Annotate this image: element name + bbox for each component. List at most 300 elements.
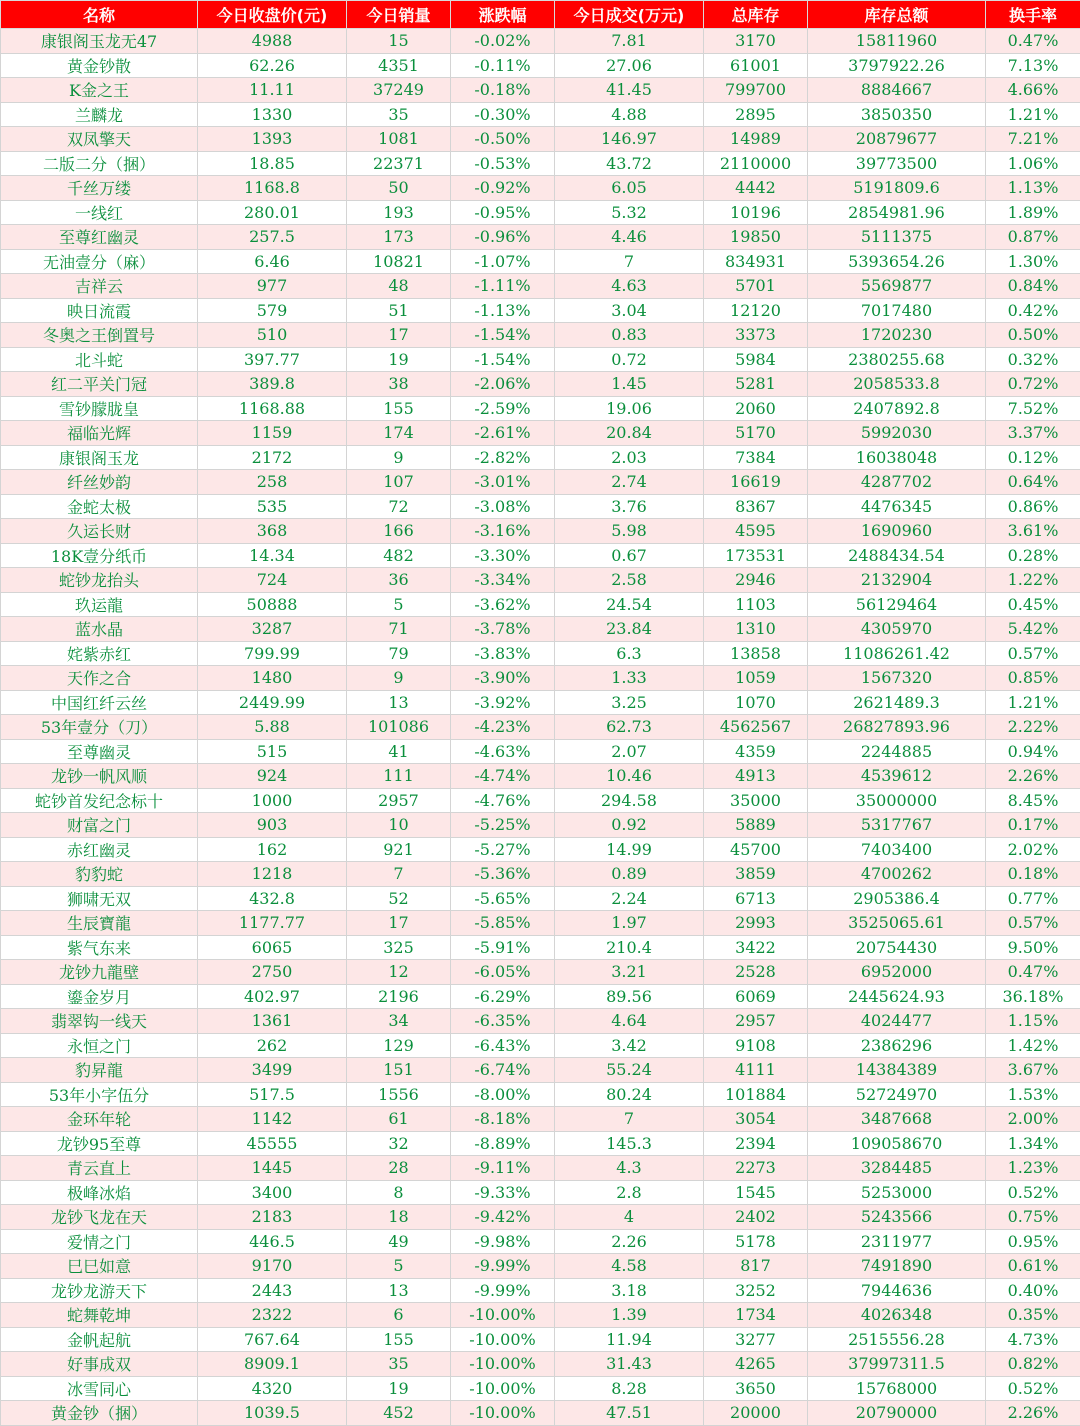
cell-stock-value: 7403400 [808,837,986,862]
cell-close-price: 4320 [198,1376,347,1401]
cell-stock-value: 2905386.4 [808,886,986,911]
table-row [1,1376,1080,1401]
cell-sales-volume: 72 [347,494,451,519]
cell-total-stock: 20000 [704,1401,808,1426]
cell-sales-volume: 19 [347,1376,451,1401]
cell-total-stock: 3054 [704,1107,808,1132]
cell-total-stock: 3650 [704,1376,808,1401]
cell-name: 生辰寶龍 [1,911,198,936]
cell-sales-volume: 18 [347,1205,451,1230]
cell-sales-volume: 129 [347,1033,451,1058]
cell-turnover-rate: 4.66% [986,78,1080,103]
table-row [1,445,1080,470]
cell-turnover-rate: 7.13% [986,53,1080,78]
cell-turnover: 4.58 [555,1254,704,1279]
cell-close-price: 1000 [198,788,347,813]
cell-sales-volume: 921 [347,837,451,862]
cell-name: 康银阁玉龙无47 [1,29,198,54]
cell-stock-value: 7944636 [808,1278,986,1303]
cell-total-stock: 4562567 [704,715,808,740]
table-row [1,813,1080,838]
table-row [1,323,1080,348]
cell-total-stock: 2895 [704,102,808,127]
cell-turnover: 1.39 [555,1303,704,1328]
cell-turnover-rate: 2.22% [986,715,1080,740]
cell-change-pct: -1.54% [451,323,555,348]
cell-total-stock: 14989 [704,127,808,152]
cell-change-pct: -3.62% [451,592,555,617]
cell-change-pct: -3.08% [451,494,555,519]
cell-total-stock: 6069 [704,984,808,1009]
cell-name: 一线红 [1,200,198,225]
cell-turnover: 145.3 [555,1131,704,1156]
cell-name: 蛇舞乾坤 [1,1303,198,1328]
table-row [1,200,1080,225]
cell-stock-value: 5111375 [808,225,986,250]
cell-sales-volume: 174 [347,421,451,446]
cell-close-price: 1168.8 [198,176,347,201]
cell-stock-value: 4024477 [808,1009,986,1034]
table-row [1,249,1080,274]
table-row [1,935,1080,960]
cell-name: 永恒之门 [1,1033,198,1058]
cell-total-stock: 5889 [704,813,808,838]
cell-turnover: 5.98 [555,519,704,544]
cell-name: 蛇钞首发纪念标十 [1,788,198,813]
cell-change-pct: -9.42% [451,1205,555,1230]
cell-turnover-rate: 0.72% [986,372,1080,397]
cell-close-price: 579 [198,298,347,323]
cell-close-price: 903 [198,813,347,838]
cell-name: 无油壹分（麻） [1,249,198,274]
header-sales-volume: 今日销量 [347,1,451,29]
cell-turnover-rate: 2.26% [986,764,1080,789]
cell-change-pct: -0.11% [451,53,555,78]
cell-total-stock: 4111 [704,1058,808,1083]
cell-total-stock: 19850 [704,225,808,250]
cell-turnover-rate: 1.34% [986,1131,1080,1156]
table-row [1,690,1080,715]
cell-sales-volume: 10 [347,813,451,838]
table-row [1,788,1080,813]
cell-total-stock: 5984 [704,347,808,372]
cell-change-pct: -9.11% [451,1156,555,1181]
cell-total-stock: 5701 [704,274,808,299]
table-row [1,1278,1080,1303]
cell-turnover-rate: 0.52% [986,1376,1080,1401]
cell-total-stock: 817 [704,1254,808,1279]
cell-name: 蓝水晶 [1,617,198,642]
cell-stock-value: 56129464 [808,592,986,617]
cell-turnover: 6.3 [555,641,704,666]
cell-total-stock: 4595 [704,519,808,544]
cell-change-pct: -5.36% [451,862,555,887]
cell-close-price: 50888 [198,592,347,617]
table-row [1,519,1080,544]
cell-turnover: 3.04 [555,298,704,323]
cell-change-pct: -4.63% [451,739,555,764]
cell-close-price: 2443 [198,1278,347,1303]
cell-sales-volume: 48 [347,274,451,299]
cell-name: 双凤擎天 [1,127,198,152]
cell-sales-volume: 17 [347,911,451,936]
cell-turnover-rate: 0.12% [986,445,1080,470]
cell-close-price: 8909.1 [198,1352,347,1377]
table-row [1,1180,1080,1205]
cell-total-stock: 4442 [704,176,808,201]
cell-name: 二版二分（捆） [1,151,198,176]
cell-turnover: 7.81 [555,29,704,54]
cell-total-stock: 5178 [704,1229,808,1254]
cell-stock-value: 3850350 [808,102,986,127]
cell-stock-value: 1720230 [808,323,986,348]
cell-name: 18K壹分纸币 [1,543,198,568]
cell-name: 雪钞朦胧皇 [1,396,198,421]
cell-close-price: 3499 [198,1058,347,1083]
table-row [1,1107,1080,1132]
cell-change-pct: -2.82% [451,445,555,470]
cell-turnover: 43.72 [555,151,704,176]
cell-change-pct: -8.89% [451,1131,555,1156]
cell-stock-value: 5992030 [808,421,986,446]
cell-close-price: 977 [198,274,347,299]
cell-total-stock: 9108 [704,1033,808,1058]
table-row [1,1082,1080,1107]
cell-turnover: 0.83 [555,323,704,348]
table-row [1,1131,1080,1156]
cell-turnover: 11.94 [555,1327,704,1352]
cell-sales-volume: 61 [347,1107,451,1132]
cell-turnover-rate: 0.50% [986,323,1080,348]
table-row [1,666,1080,691]
cell-turnover: 20.84 [555,421,704,446]
cell-sales-volume: 101086 [347,715,451,740]
cell-change-pct: -2.59% [451,396,555,421]
cell-stock-value: 20879677 [808,127,986,152]
cell-close-price: 4988 [198,29,347,54]
cell-close-price: 397.77 [198,347,347,372]
cell-close-price: 402.97 [198,984,347,1009]
cell-name: 巳巳如意 [1,1254,198,1279]
cell-turnover-rate: 3.37% [986,421,1080,446]
header-close-price: 今日收盘价(元) [198,1,347,29]
cell-turnover: 6.05 [555,176,704,201]
cell-turnover-rate: 1.89% [986,200,1080,225]
cell-turnover: 89.56 [555,984,704,1009]
cell-turnover: 3.25 [555,690,704,715]
cell-close-price: 535 [198,494,347,519]
table-row [1,1401,1080,1426]
cell-turnover: 19.06 [555,396,704,421]
cell-turnover-rate: 1.21% [986,690,1080,715]
cell-change-pct: -1.11% [451,274,555,299]
cell-close-price: 3400 [198,1180,347,1205]
cell-name: 龙钞95至尊 [1,1131,198,1156]
cell-turnover: 0.89 [555,862,704,887]
cell-name: 吉祥云 [1,274,198,299]
cell-change-pct: -6.43% [451,1033,555,1058]
cell-close-price: 9170 [198,1254,347,1279]
cell-turnover-rate: 0.95% [986,1229,1080,1254]
cell-stock-value: 1690960 [808,519,986,544]
cell-turnover: 80.24 [555,1082,704,1107]
cell-name: 豹昇龍 [1,1058,198,1083]
cell-turnover: 4.88 [555,102,704,127]
cell-total-stock: 13858 [704,641,808,666]
cell-close-price: 2322 [198,1303,347,1328]
cell-change-pct: -10.00% [451,1401,555,1426]
cell-turnover-rate: 0.85% [986,666,1080,691]
cell-change-pct: -3.30% [451,543,555,568]
cell-sales-volume: 17 [347,323,451,348]
cell-close-price: 1330 [198,102,347,127]
cell-stock-value: 4476345 [808,494,986,519]
cell-name: 金蛇太极 [1,494,198,519]
header-row [1,1,1080,29]
cell-change-pct: -0.30% [451,102,555,127]
cell-name: 至尊幽灵 [1,739,198,764]
cell-sales-volume: 325 [347,935,451,960]
table-row [1,225,1080,250]
cell-name: 玖运龍 [1,592,198,617]
cell-close-price: 799.99 [198,641,347,666]
cell-change-pct: -1.13% [451,298,555,323]
cell-turnover: 4.64 [555,1009,704,1034]
cell-stock-value: 2386296 [808,1033,986,1058]
cell-name: 至尊红幽灵 [1,225,198,250]
cell-close-price: 162 [198,837,347,862]
cell-close-price: 6065 [198,935,347,960]
cell-name: 康银阁玉龙 [1,445,198,470]
cell-sales-volume: 452 [347,1401,451,1426]
cell-sales-volume: 5 [347,592,451,617]
cell-turnover: 1.33 [555,666,704,691]
cell-sales-volume: 37249 [347,78,451,103]
cell-change-pct: -3.16% [451,519,555,544]
cell-sales-volume: 155 [347,1327,451,1352]
cell-turnover-rate: 3.61% [986,519,1080,544]
cell-stock-value: 2244885 [808,739,986,764]
cell-name: 映日流霞 [1,298,198,323]
cell-turnover: 14.99 [555,837,704,862]
table-row [1,176,1080,201]
cell-sales-volume: 19 [347,347,451,372]
table-row [1,1327,1080,1352]
table-body [1,29,1080,1426]
cell-turnover-rate: 4.73% [986,1327,1080,1352]
cell-turnover: 10.46 [555,764,704,789]
cell-stock-value: 7491890 [808,1254,986,1279]
cell-sales-volume: 35 [347,1352,451,1377]
cell-stock-value: 14384389 [808,1058,986,1083]
cell-stock-value: 3284485 [808,1156,986,1181]
table-row [1,568,1080,593]
cell-sales-volume: 7 [347,862,451,887]
cell-change-pct: -2.61% [451,421,555,446]
cell-close-price: 2449.99 [198,690,347,715]
cell-name: 鎏金岁月 [1,984,198,1009]
cell-close-price: 767.64 [198,1327,347,1352]
table-row [1,1009,1080,1034]
cell-turnover: 7 [555,249,704,274]
cell-turnover-rate: 0.64% [986,470,1080,495]
cell-stock-value: 3525065.61 [808,911,986,936]
cell-stock-value: 4700262 [808,862,986,887]
cell-name: 兰麟龙 [1,102,198,127]
cell-total-stock: 10196 [704,200,808,225]
cell-name: 龙钞龙游天下 [1,1278,198,1303]
cell-turnover-rate: 0.40% [986,1278,1080,1303]
cell-name: 黄金钞散 [1,53,198,78]
header-turnover: 今日成交(万元) [555,1,704,29]
cell-stock-value: 35000000 [808,788,986,813]
cell-turnover-rate: 0.77% [986,886,1080,911]
cell-total-stock: 2946 [704,568,808,593]
cell-sales-volume: 13 [347,1278,451,1303]
cell-change-pct: -3.34% [451,568,555,593]
cell-turnover: 2.74 [555,470,704,495]
cell-total-stock: 16619 [704,470,808,495]
cell-total-stock: 2957 [704,1009,808,1034]
table-row [1,421,1080,446]
cell-close-price: 257.5 [198,225,347,250]
table-row [1,960,1080,985]
cell-turnover-rate: 0.18% [986,862,1080,887]
cell-sales-volume: 71 [347,617,451,642]
cell-stock-value: 15768000 [808,1376,986,1401]
cell-stock-value: 5569877 [808,274,986,299]
cell-turnover-rate: 7.52% [986,396,1080,421]
cell-change-pct: -0.50% [451,127,555,152]
cell-turnover: 0.92 [555,813,704,838]
cell-turnover: 2.8 [555,1180,704,1205]
cell-sales-volume: 4351 [347,53,451,78]
cell-close-price: 262 [198,1033,347,1058]
cell-stock-value: 5393654.26 [808,249,986,274]
cell-stock-value: 4287702 [808,470,986,495]
cell-total-stock: 6713 [704,886,808,911]
cell-stock-value: 2445624.93 [808,984,986,1009]
cell-change-pct: -9.99% [451,1278,555,1303]
cell-turnover-rate: 0.57% [986,641,1080,666]
cell-name: 纤丝妙韵 [1,470,198,495]
cell-name: 龙钞一帆风顺 [1,764,198,789]
cell-turnover-rate: 1.23% [986,1156,1080,1181]
table-row [1,1156,1080,1181]
cell-turnover-rate: 0.94% [986,739,1080,764]
cell-name: 豹豹蛇 [1,862,198,887]
cell-stock-value: 15811960 [808,29,986,54]
table-row [1,862,1080,887]
cell-change-pct: -0.95% [451,200,555,225]
cell-turnover-rate: 1.53% [986,1082,1080,1107]
cell-name: 金帆起航 [1,1327,198,1352]
cell-sales-volume: 166 [347,519,451,544]
cell-turnover: 7 [555,1107,704,1132]
cell-turnover-rate: 0.86% [986,494,1080,519]
cell-turnover: 294.58 [555,788,704,813]
cell-stock-value: 5317767 [808,813,986,838]
cell-sales-volume: 5 [347,1254,451,1279]
cell-total-stock: 2110000 [704,151,808,176]
cell-total-stock: 8367 [704,494,808,519]
cell-total-stock: 2402 [704,1205,808,1230]
cell-turnover-rate: 3.67% [986,1058,1080,1083]
cell-change-pct: -0.02% [451,29,555,54]
cell-total-stock: 4913 [704,764,808,789]
table-row [1,739,1080,764]
cell-close-price: 1445 [198,1156,347,1181]
cell-change-pct: -5.65% [451,886,555,911]
cell-name: 金环年轮 [1,1107,198,1132]
table-row [1,127,1080,152]
cell-total-stock: 3859 [704,862,808,887]
table-row [1,29,1080,54]
header-stock-value: 库存总额 [808,1,986,29]
cell-close-price: 45555 [198,1131,347,1156]
cell-change-pct: -10.00% [451,1303,555,1328]
cell-total-stock: 7384 [704,445,808,470]
cell-change-pct: -6.05% [451,960,555,985]
cell-total-stock: 2060 [704,396,808,421]
cell-stock-value: 2380255.68 [808,347,986,372]
cell-total-stock: 35000 [704,788,808,813]
table-row [1,151,1080,176]
table-row [1,984,1080,1009]
cell-close-price: 515 [198,739,347,764]
cell-turnover: 4 [555,1205,704,1230]
cell-stock-value: 6952000 [808,960,986,985]
cell-change-pct: -5.85% [451,911,555,936]
table-row [1,1033,1080,1058]
cell-turnover-rate: 0.57% [986,911,1080,936]
cell-turnover-rate: 1.42% [986,1033,1080,1058]
cell-turnover: 2.24 [555,886,704,911]
cell-sales-volume: 28 [347,1156,451,1181]
cell-stock-value: 20790000 [808,1401,986,1426]
table-row [1,298,1080,323]
cell-turnover-rate: 0.75% [986,1205,1080,1230]
cell-turnover-rate: 9.50% [986,935,1080,960]
cell-turnover-rate: 1.13% [986,176,1080,201]
table-row [1,102,1080,127]
cell-stock-value: 5253000 [808,1180,986,1205]
cell-total-stock: 3170 [704,29,808,54]
cell-stock-value: 4305970 [808,617,986,642]
cell-sales-volume: 151 [347,1058,451,1083]
cell-total-stock: 45700 [704,837,808,862]
cell-change-pct: -3.78% [451,617,555,642]
cell-change-pct: -10.00% [451,1376,555,1401]
cell-turnover: 62.73 [555,715,704,740]
cell-change-pct: -10.00% [451,1352,555,1377]
cell-close-price: 3287 [198,617,347,642]
table-row [1,372,1080,397]
cell-total-stock: 2528 [704,960,808,985]
cell-turnover-rate: 2.02% [986,837,1080,862]
cell-name: 久运长财 [1,519,198,544]
cell-name: 53年小字伍分 [1,1082,198,1107]
cell-sales-volume: 34 [347,1009,451,1034]
cell-name: 紫气东来 [1,935,198,960]
cell-total-stock: 61001 [704,53,808,78]
cell-close-price: 510 [198,323,347,348]
cell-change-pct: -9.33% [451,1180,555,1205]
cell-change-pct: -5.25% [451,813,555,838]
table-row [1,1205,1080,1230]
cell-turnover: 2.03 [555,445,704,470]
cell-close-price: 517.5 [198,1082,347,1107]
